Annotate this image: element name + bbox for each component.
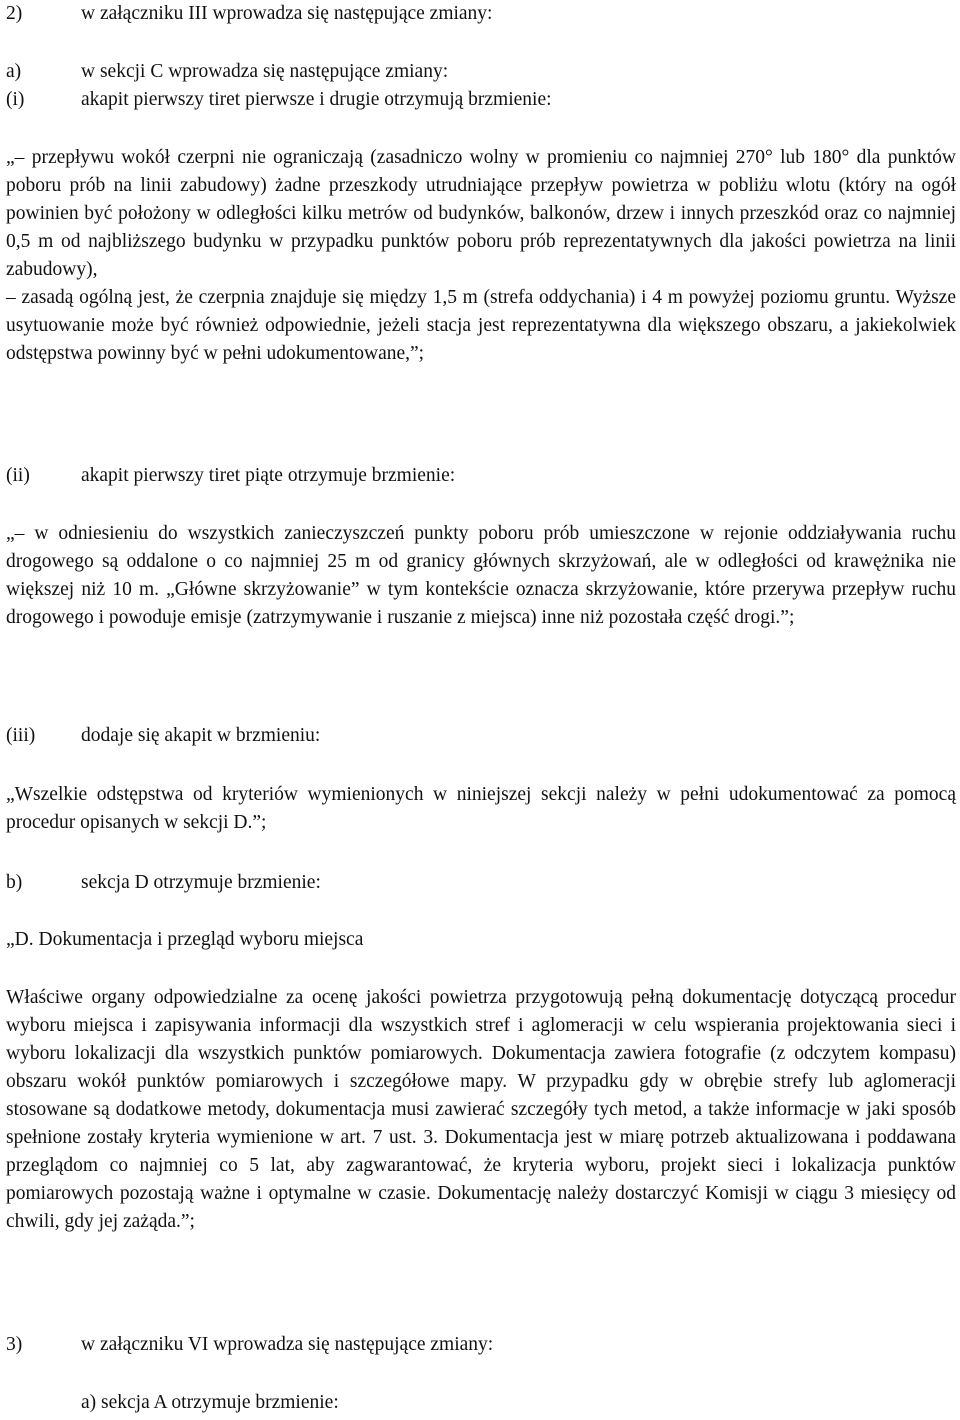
item-3-number: 3) [6,1334,23,1355]
item-2a-ii [6,462,956,490]
item-2a-iii-text: dodaje się akapit w brzmieniu: [81,725,321,746]
section-d [6,926,956,954]
item-2a-text: w sekcji C wprowadza się następujące zmiany: [81,61,449,82]
quote-iii [6,781,956,837]
item-2a-iii-number: (iii) [6,725,36,746]
quote-iii-paragraph-1: „Wszelkie odstępstwa od kryteriów wymienionych w niniejszej sekcji należy w pełni udokumentować za pomocą procedur opisanych w sekcji D.”; [6,784,956,833]
quote-i-paragraph-1: „– przepływu wokół czerpni nie ograniczają (zasadniczo wolny w promieniu co najmniej 270° lub 180° dla punktów poboru prób na linii zabudowy) żadne przeszkody utrudniające przepływ powietrza w pobliżu wlotu (który na ogół powinien być położony w odległości kilku metrów od budynków, balkonów, drzew i innych przeszkód oraz co najmniej 0,5 m od najbliższego budynku w przypadku punktów poboru prób reprezentatywnych dla jakości powietrza na linii zabudowy), [6,147,956,280]
item-3a [81,1389,956,1417]
item-3 [6,1331,956,1359]
item-2b-number: b) [6,872,23,893]
item-2a-ii-number: (ii) [6,465,30,486]
item-2a-i-number: (i) [6,89,25,110]
item-2-number: 2) [6,3,23,24]
item-2a-i-text: akapit pierwszy tiret pierwsze i drugie otrzymują brzmienie: [81,89,552,110]
item-2 [6,0,956,28]
item-2a-iii [6,722,956,750]
quote-i [6,144,956,368]
item-2a-number: a) [6,61,22,82]
item-2a [6,58,956,86]
section-d-paragraph: Właściwe organy odpowiedzialne za ocenę jakości powietrza przygotowują pełną dokumentację dotyczącą procedur wyboru miejsca i zapisywania informacji dla wszystkich stref i aglomeracji w celu wspierania projektowania sieci i wyboru lokalizacji dla wszystkich punktów pomiarowych. Dokumentacja zawiera fotografie (z odczytem kompasu) obszaru wokół punktów pomiarowych i szczegółowe mapy. W przypadku gdy w obrębie strefy lub aglomeracji stosowane są dodatkowe metody, dokumentacja musi zawierać szczegóły tych metod, a także informacje w jaki sposób spełnione zostały kryteria wymienione w art. 7 ust. 3. Dokumentacja jest w miarę potrzeb aktualizowana i poddawana przeglądom co najmniej co 5 lat, aby zagwarantować, że kryteria wyboru, projekt sieci i lokalizacja punktów pomiarowych pozostają ważne i optymalne w czasie. Dokumentację należy dostarczyć Komisji w ciągu 3 miesięcy od chwili, gdy jej zażąda.”; [6,987,956,1232]
section-d-body [6,984,956,1236]
quote-ii [6,520,956,632]
item-3-text: w załączniku VI wprowadza się następujące zmiany: [81,1334,494,1355]
item-2a-ii-text: akapit pierwszy tiret piąte otrzymuje brzmienie: [81,465,456,486]
quote-i-paragraph-2: – zasadą ogólną jest, że czerpnia znajduje się między 1,5 m (strefa oddychania) i 4 m powyżej poziomu gruntu. Wyższe usytuowanie może być również odpowiednie, jeżeli stacja jest reprezentatywna dla większego obszaru, a jakiekolwiek odstępstwa powinny być w pełni udokumentowane,”; [6,287,956,364]
item-2a-i [6,86,956,114]
item-2-text: w załączniku III wprowadza się następujące zmiany: [81,3,493,24]
section-d-heading: „D. Dokumentacja i przegląd wyboru miejsca [6,929,364,950]
item-2b-text: sekcja D otrzymuje brzmienie: [81,872,321,893]
item-2b [6,869,956,897]
quote-ii-paragraph-1: „– w odniesieniu do wszystkich zanieczyszczeń punkty poboru prób umieszczone w rejonie oddziaływania ruchu drogowego są oddalone o co najmniej 25 m od granicy głównych skrzyżowań, ale w odległości od krawężnika nie większej niż 10 m. „Główne skrzyżowanie” w tym kontekście oznacza skrzyżowanie, które przerywa przepływ ruchu drogowego i powoduje emisje (zatrzymywanie i ruszanie z miejsca) inne niż pozostała część drogi.”; [6,523,956,628]
item-3a-text: a) sekcja A otrzymuje brzmienie: [81,1392,339,1413]
